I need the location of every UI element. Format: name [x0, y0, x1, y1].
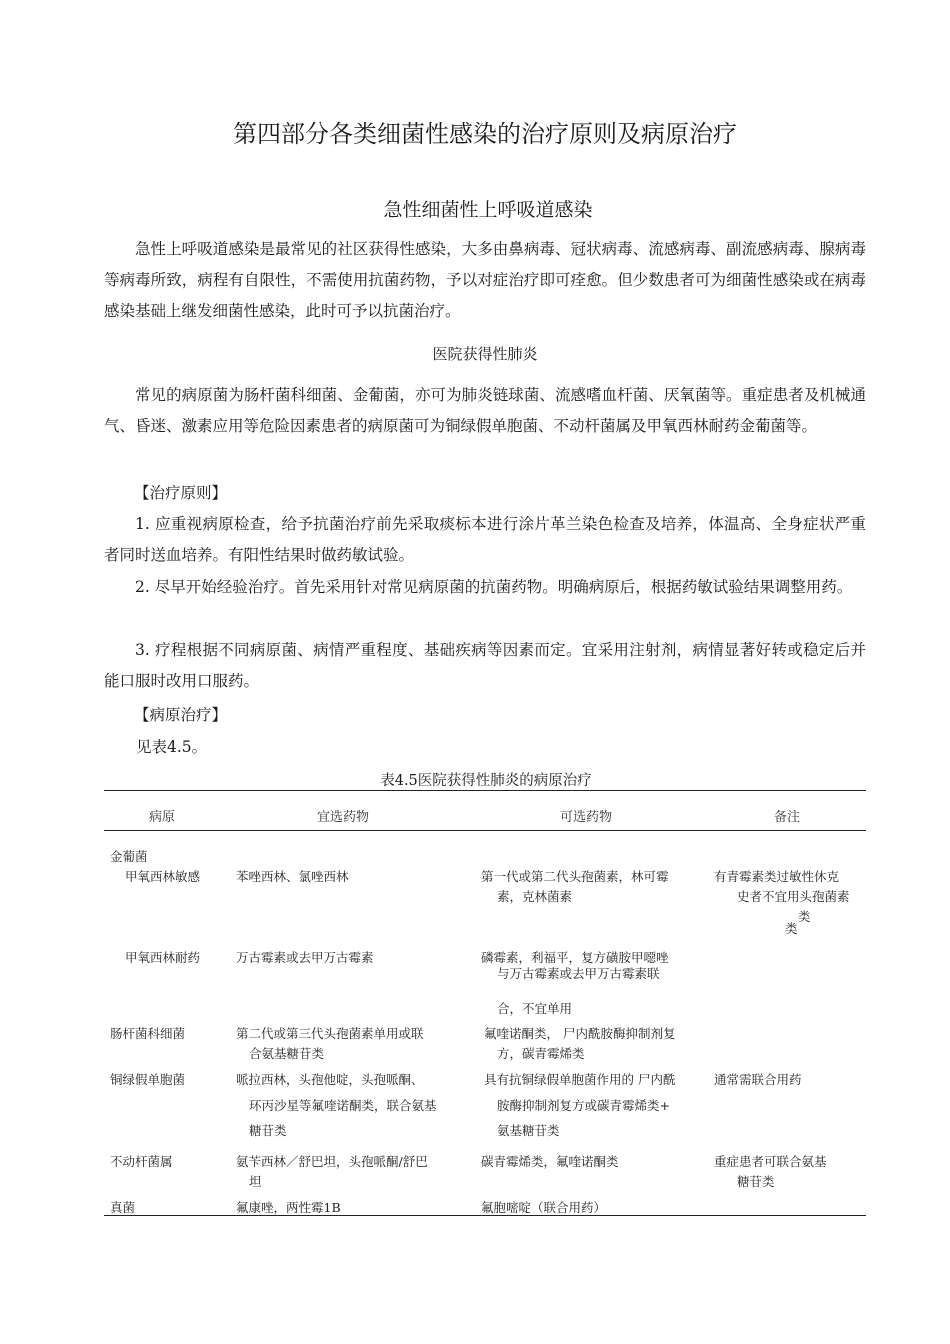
- preferred-cell: 合氨基糖苷类: [249, 1046, 325, 1061]
- table-caption: 表4.5医院获得性肺炎的病原治疗: [380, 773, 592, 789]
- notes-cell: 重症患者可联合氨基: [714, 1154, 827, 1169]
- preferred-cell: 万古霉素或去甲万古霉素: [236, 950, 374, 965]
- header-preferred: 宜选药物: [317, 810, 370, 825]
- preferred-cell: 氟康唑，两性霉1B: [236, 1200, 341, 1215]
- pathogen-group: 金葡菌: [110, 849, 148, 864]
- table-bottom-rule: [104, 1215, 866, 1216]
- table-header-rule: [104, 830, 866, 831]
- principle-item-1: 1. 应重视病原检查，给予抗菌治疗前先采取痰标本进行涂片革兰染色检查及培养，体温高、全身症状严重者同时送血培养。有阳性结果时做药敏试验。: [104, 515, 866, 564]
- alternative-cell: 合，不宜单用: [497, 1001, 573, 1016]
- alternative-cell: 与万古霉素或去甲万古霉素联: [497, 966, 660, 981]
- section-heading-hap: 医院获得性肺炎: [432, 345, 538, 363]
- pathogen-treatment-label: 【病原治疗】: [134, 706, 228, 724]
- header-notes: 备注: [774, 810, 801, 825]
- pathogen-cell: 铜绿假单胞菌: [110, 1072, 186, 1087]
- pathogen-cell: 甲氧西林耐药: [125, 950, 201, 965]
- page-title: 第四部分各类细菌性感染的治疗原则及病原治疗: [233, 120, 737, 148]
- uri-paragraph: 急性上呼吸道感染是最常见的社区获得性感染，大多由鼻病毒、冠状病毒、流感病毒、副流感病毒、腺病毒等病毒所致，病程有自限性，不需使用抗菌药物，予以对症治疗即可痊愈。但少数患者可为细菌性感染或在病毒感染基础上继发细菌性感染，此时可予以抗菌治疗。: [104, 240, 866, 320]
- principle-item-2: 2. 尽早开始经验治疗。首先采用针对常见病原菌的抗菌药物。明确病原后，根据药敏试验结果调整用药。: [135, 578, 853, 596]
- hap-paragraph: 常见的病原菌为肠杆菌科细菌、金葡菌，亦可为肺炎链球菌、流感嗜血杆菌、厌氧菌等。重症患者及机械通气、昏迷、激素应用等危险因素患者的病原菌可为铜绿假单胞菌、不动杆菌属及甲氧西林耐药金葡菌等。: [104, 386, 866, 435]
- treatment-principle-label: 【治疗原则】: [134, 484, 228, 502]
- pathogen-cell: 肠杆菌科细菌: [110, 1026, 186, 1041]
- notes-cell: 类: [798, 909, 811, 924]
- notes-cell: 类: [785, 921, 798, 936]
- alternative-cell: 方，碳青霉烯类: [497, 1046, 585, 1061]
- preferred-cell: 哌拉西林，头孢他啶，头孢哌酮、: [236, 1072, 424, 1087]
- pathogen-cell: 真菌: [110, 1200, 136, 1215]
- alternative-cell: 氨基糖苷类: [497, 1123, 560, 1138]
- header-alternative: 可选药物: [560, 810, 613, 825]
- section-heading-uri: 急性细菌性上呼吸道感染: [383, 199, 593, 221]
- alternative-cell: 胺酶抑制剂复方或碳青霉烯类+: [497, 1098, 670, 1113]
- preferred-cell: 苯唑西林、氯唑西林: [236, 869, 349, 884]
- preferred-cell: 坦: [249, 1174, 262, 1189]
- pathogen-cell: 甲氧西林敏感: [125, 869, 201, 884]
- preferred-cell: 糖苷类: [249, 1123, 287, 1138]
- alternative-cell: 磷霉素，利福平，复方磺胺甲噁唑: [481, 950, 669, 965]
- alternative-cell: 氟喹诺酮类， 尸内酰胺酶抑制剂复: [484, 1026, 676, 1041]
- alternative-cell: 素，克林菌素: [497, 889, 573, 904]
- pathogen-cell: 不动杆菌属: [110, 1154, 173, 1169]
- alternative-cell: 第一代或第二代头孢菌素，林可霉: [481, 869, 669, 884]
- alternative-cell: 氟胞嘧啶（联合用药）: [481, 1200, 607, 1215]
- see-table-text: 见表4.5。: [136, 738, 208, 756]
- alternative-cell: 碳青霉烯类，氟喹诺酮类: [481, 1154, 619, 1169]
- notes-cell: 通常需联合用药: [714, 1072, 802, 1087]
- preferred-cell: 第二代或第三代头孢菌素单用或联: [236, 1026, 424, 1041]
- principle-item-3: 3. 疗程根据不同病原菌、病情严重程度、基础疾病等因素而定。宜采用注射剂，病情显著好转或稳定后并能口服时改用口服药。: [104, 641, 866, 690]
- preferred-cell: 氨苄西林／舒巴坦，头孢哌酮/舒巴: [236, 1154, 428, 1169]
- alternative-cell: 具有抗铜绿假单胞菌作用的 尸内酰: [484, 1072, 676, 1087]
- notes-cell: 史者不宜用头孢菌素: [737, 889, 850, 904]
- header-pathogen: 病原: [149, 810, 176, 825]
- notes-cell: 糖苷类: [737, 1174, 775, 1189]
- table-top-rule: [104, 790, 866, 791]
- notes-cell: 有青霉素类过敏性休克: [714, 869, 840, 884]
- preferred-cell: 环丙沙星等氟喹诺酮类，联合氨基: [249, 1098, 437, 1113]
